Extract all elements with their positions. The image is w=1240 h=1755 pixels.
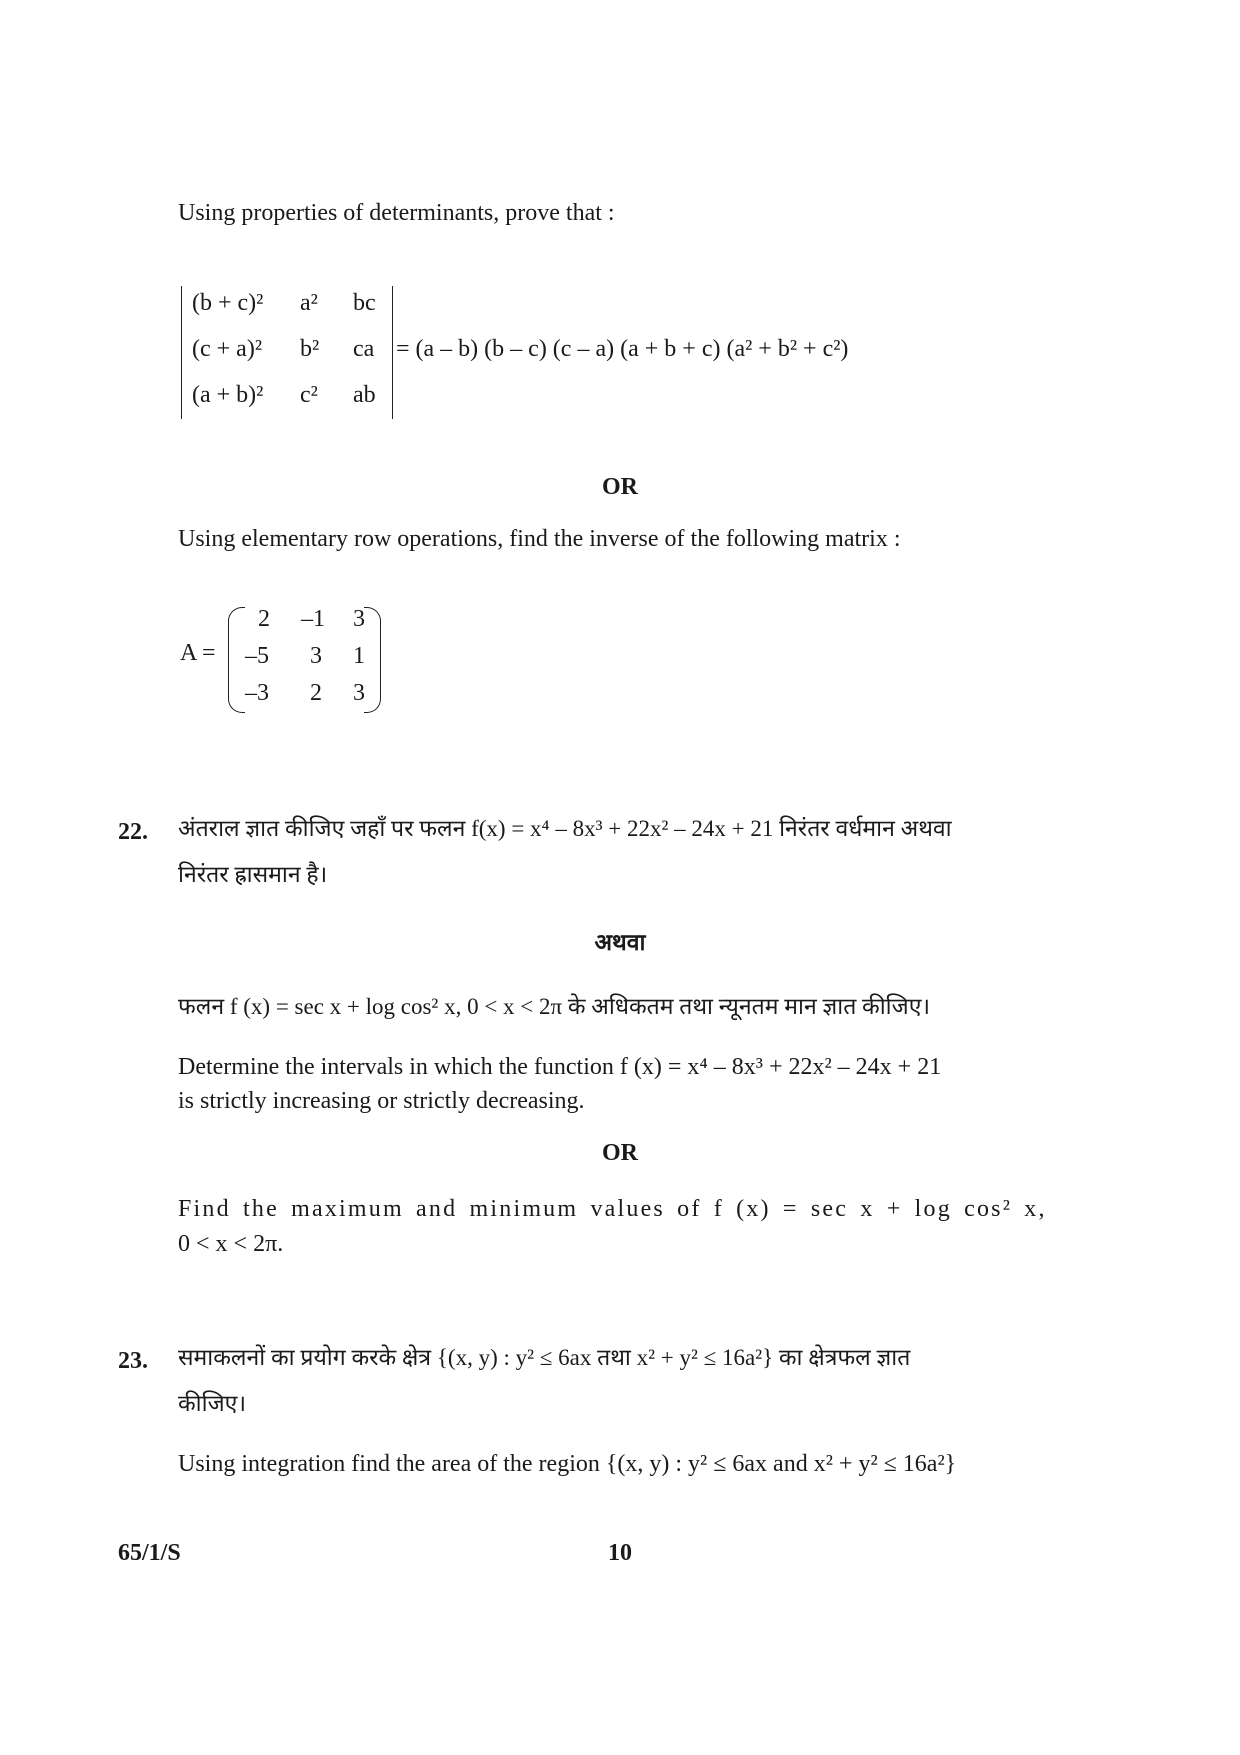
q22-english-alternative-line-1: Find the maximum and minimum values of f (x) = sec x + log cos² x, <box>178 1196 1047 1222</box>
matrix-cell: 3 <box>310 643 322 669</box>
matrix-cell: 2 <box>310 680 322 706</box>
or-separator: OR <box>602 474 638 500</box>
q23-hindi-line-2: कीजिए। <box>178 1391 247 1416</box>
q22-hindi-alternative: फलन f (x) = sec x + log cos² x, 0 < x < 2π के अधिकतम तथा न्यूनतम मान ज्ञात कीजिए। <box>178 994 931 1019</box>
q21-part-a-prompt: Using properties of determinants, prove that : <box>178 200 615 226</box>
det-cell: (a + b)² <box>192 382 264 408</box>
q22-english-line-1: Determine the intervals in which the function f (x) = x⁴ – 8x³ + 22x² – 24x + 21 <box>178 1054 942 1080</box>
determinant-right-bar <box>392 286 393 419</box>
matrix-cell: –5 <box>245 643 269 669</box>
matrix-cell: 3 <box>353 606 365 632</box>
question-number: 23. <box>118 1348 148 1374</box>
det-cell: (b + c)² <box>192 290 264 316</box>
matrix-cell: –3 <box>245 680 269 706</box>
matrix-right-paren <box>364 607 381 713</box>
q23-english: Using integration find the area of the region {(x, y) : y² ≤ 6ax and x² + y² ≤ 16a²} <box>178 1451 957 1477</box>
det-cell: c² <box>300 382 318 408</box>
matrix-cell: 1 <box>353 643 365 669</box>
or-separator: OR <box>602 1140 638 1166</box>
det-cell: (c + a)² <box>192 336 263 362</box>
determinant-left-bar <box>181 286 182 419</box>
q22-english-alternative-line-2: 0 < x < 2π. <box>178 1231 284 1257</box>
paper-code: 65/1/S <box>118 1540 181 1566</box>
det-cell: ca <box>353 336 375 362</box>
q23-hindi-line-1: समाकलनों का प्रयोग करके क्षेत्र {(x, y) : y² ≤ 6ax तथा x² + y² ≤ 16a²} का क्षेत्रफल ज्ञात <box>178 1345 911 1370</box>
question-number: 22. <box>118 819 148 845</box>
det-cell: ab <box>353 382 376 408</box>
q22-hindi-line-1: अंतराल ज्ञात कीजिए जहाँ पर फलन f(x) = x⁴ – 8x³ + 22x² – 24x + 21 निरंतर वर्धमान अथवा <box>178 816 952 841</box>
matrix-cell: –1 <box>301 606 325 632</box>
matrix-label: A = <box>180 640 216 666</box>
matrix-cell: 3 <box>353 680 365 706</box>
q22-english-line-2: is strictly increasing or strictly decreasing. <box>178 1088 585 1114</box>
det-cell: a² <box>300 290 318 316</box>
q21-part-b-prompt: Using elementary row operations, find the inverse of the following matrix : <box>178 526 901 552</box>
page-number: 10 <box>608 1540 632 1566</box>
matrix-left-paren <box>228 607 245 713</box>
determinant-rhs: = (a – b) (b – c) (c – a) (a + b + c) (a² + b² + c²) <box>396 336 849 362</box>
q22-hindi-line-2: निरंतर ह्रासमान है। <box>178 862 328 887</box>
matrix-cell: 2 <box>258 606 270 632</box>
det-cell: b² <box>300 336 320 362</box>
hindi-or-separator: अथवा <box>594 930 646 955</box>
det-cell: bc <box>353 290 376 316</box>
